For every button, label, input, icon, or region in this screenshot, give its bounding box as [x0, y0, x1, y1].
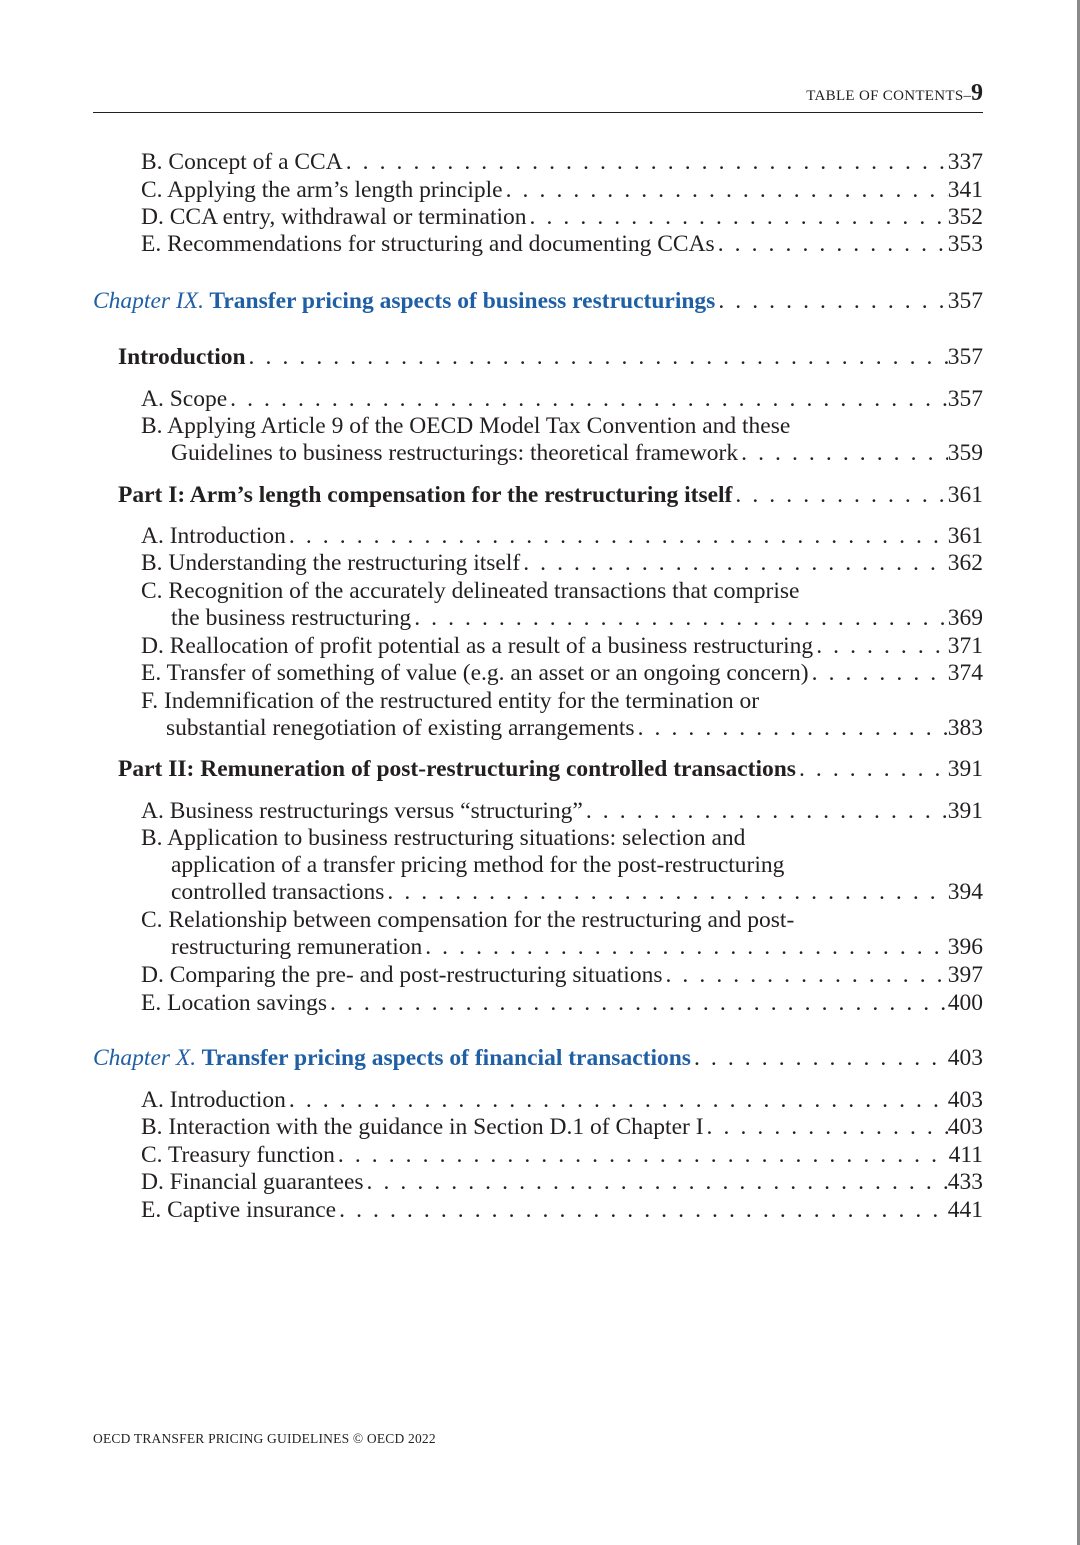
toc-entry-title: E. Captive insurance: [141, 1197, 337, 1223]
toc-entry-title-line-2: restructuring remuneration: [171, 934, 423, 960]
toc-entry-title-line-2: substantial renegotiation of existing arrangements: [166, 715, 635, 741]
dot-leader: [732, 482, 947, 509]
toc-entry-title-line-1: B. Applying Article 9 of the OECD Model Tax Convention and these: [141, 413, 791, 439]
toc-page-number: 396: [947, 934, 983, 960]
toc-entry-title-line-2: the business restructuring: [171, 605, 412, 631]
page-footer: OECD TRANSFER PRICING GUIDELINES © OECD 2022: [93, 1431, 436, 1446]
toc-entry-title: E. Location savings: [141, 990, 328, 1016]
toc-entry-applying-article-9[interactable]: [141, 413, 983, 467]
toc-page-number: 353: [947, 231, 983, 257]
toc-part-i[interactable]: [118, 482, 983, 509]
toc-entry-scope[interactable]: [141, 386, 983, 413]
toc-entry-application[interactable]: [141, 825, 983, 906]
toc-page-number: 411: [948, 1142, 983, 1168]
toc-entry-title: A. Introduction: [141, 523, 286, 549]
toc-page-number: 341: [947, 177, 983, 203]
toc-part-title: Part II: Remuneration of post-restructuring controlled transactions: [118, 756, 796, 782]
toc-entry-title: D. Reallocation of profit potential as a result of a business restructuring: [141, 633, 814, 659]
dot-leader: [335, 1142, 949, 1169]
toc-entry-title: D. Financial guarantees: [141, 1169, 364, 1195]
toc-entry-title-line-3: controlled transactions: [171, 879, 385, 905]
toc-entry-treasury[interactable]: [141, 1142, 983, 1169]
dot-leader: [715, 288, 947, 315]
toc-entry-title: A. Business restructurings versus “structuring”: [141, 798, 583, 824]
toc-page-number: 400: [947, 990, 983, 1016]
toc-entry-cca-concept[interactable]: [141, 149, 983, 176]
dot-leader: [715, 231, 948, 258]
toc-entry-indemnification[interactable]: [141, 688, 983, 742]
toc-entry-understanding[interactable]: [141, 550, 983, 577]
toc-entry-title: B. Interaction with the guidance in Section D.1 of Chapter I: [141, 1114, 704, 1140]
toc-entry-title-line-1: C. Relationship between compensation for the restructuring and post-: [141, 907, 795, 933]
chapter-title: Transfer pricing aspects of financial transactions: [201, 1045, 691, 1071]
dot-leader: [327, 990, 948, 1017]
chapter-number: Chapter IX.: [93, 288, 204, 314]
toc-entry-title: C. Treasury function: [141, 1142, 335, 1168]
toc-entry-cca-entry[interactable]: [141, 204, 983, 231]
toc-page-number: 362: [947, 550, 983, 576]
toc-entry-title: C. Applying the arm’s length principle: [141, 177, 503, 203]
toc-part-introduction[interactable]: [118, 344, 983, 371]
dot-leader: [411, 605, 948, 632]
dot-leader: [662, 962, 947, 989]
toc-entry-business-restructurings-vs-structuring[interactable]: [141, 798, 983, 825]
dot-leader: [813, 633, 948, 660]
toc-page-number: 441: [947, 1197, 983, 1223]
toc-entry-title: D. CCA entry, withdrawal or termination: [141, 204, 527, 230]
dot-leader: [809, 660, 948, 687]
toc-entry-title: B. Concept of a CCA: [141, 149, 343, 175]
toc-page-number: 403: [947, 1045, 983, 1071]
running-header: [93, 80, 983, 113]
toc-chapter-ix[interactable]: [93, 288, 983, 315]
toc-page-number: 337: [947, 149, 983, 175]
toc-page-number: 352: [947, 204, 983, 230]
chapter-heading: [93, 288, 715, 315]
toc-entry-title-line-2: Guidelines to business restructurings: theoretical framework: [171, 440, 739, 466]
toc-chapter-x[interactable]: [93, 1045, 983, 1072]
toc-part-ii[interactable]: [118, 756, 983, 783]
toc-entry-title-line-2: application of a transfer pricing method for the post-restructuring: [171, 852, 785, 878]
toc-entry-transfer-of-value[interactable]: [141, 660, 983, 687]
toc-entry-interaction[interactable]: [141, 1114, 983, 1141]
toc-page-number: 359: [947, 440, 983, 466]
chapter-heading: [93, 1045, 691, 1072]
toc-entry-title: B. Understanding the restructuring itself: [141, 550, 521, 576]
toc-entry-reallocation[interactable]: [141, 633, 983, 660]
toc-entry-title-line-1: F. Indemnification of the restructured entity for the termination or: [141, 688, 760, 714]
toc-entry-title-line-1: C. Recognition of the accurately delineated transactions that comprise: [141, 578, 800, 604]
toc-page-number: 374: [947, 660, 983, 686]
toc-page-number: 369: [947, 605, 983, 631]
dot-leader: [343, 149, 948, 176]
toc-page-number: 403: [947, 1114, 983, 1140]
toc-entry-title: A. Introduction: [141, 1087, 286, 1113]
page-number: 9: [971, 80, 983, 106]
toc-entry-cca-alp[interactable]: [141, 177, 983, 204]
dot-leader: [635, 715, 948, 742]
toc-entry-p1-introduction[interactable]: [141, 523, 983, 550]
toc-page-number: 357: [947, 344, 983, 370]
header-text: [806, 80, 983, 107]
toc-entry-recognition[interactable]: [141, 578, 983, 632]
header-separator: –: [963, 88, 971, 104]
dot-leader: [738, 440, 948, 467]
chapter-title: Transfer pricing aspects of business restructurings: [209, 288, 716, 314]
toc-entry-relationship[interactable]: [141, 907, 983, 961]
toc-page-number: 403: [947, 1087, 983, 1113]
dot-leader: [384, 879, 947, 906]
dot-leader: [503, 177, 948, 204]
toc-page-number: 433: [947, 1169, 983, 1195]
toc-entry-title: E. Transfer of something of value (e.g. an asset or an ongoing concern): [141, 660, 809, 686]
dot-leader: [286, 523, 948, 550]
toc-part-title: Introduction: [118, 344, 246, 370]
toc-entry-ch10-introduction[interactable]: [141, 1087, 983, 1114]
toc-page-number: 391: [947, 798, 983, 824]
dot-leader: [422, 934, 948, 961]
dot-leader: [364, 1169, 948, 1196]
dot-leader: [336, 1197, 948, 1224]
dot-leader: [796, 756, 948, 783]
header-label: TABLE OF CONTENTS: [806, 88, 964, 104]
dot-leader: [520, 550, 948, 577]
dot-leader: [583, 798, 948, 825]
toc-entry-title: D. Comparing the pre- and post-restructuring situations: [141, 962, 663, 988]
dot-leader: [704, 1114, 948, 1141]
toc-page-number: 394: [947, 879, 983, 905]
toc-page-number: 397: [947, 962, 983, 988]
dot-leader: [246, 344, 948, 371]
toc-entry-captive-insurance[interactable]: [141, 1197, 983, 1224]
toc-page-number: 357: [947, 386, 983, 412]
toc-page-number: 371: [947, 633, 983, 659]
dot-leader: [691, 1045, 948, 1072]
toc-entry-title: A. Scope: [141, 386, 228, 412]
toc-entry-title-line-1: B. Application to business restructuring situations: selection and: [141, 825, 746, 851]
dot-leader: [227, 386, 948, 413]
toc-entry-location-savings[interactable]: [141, 990, 983, 1017]
dot-leader: [527, 204, 948, 231]
chapter-number: Chapter X.: [93, 1045, 197, 1071]
toc-page-number: 383: [947, 715, 983, 741]
dot-leader: [286, 1087, 948, 1114]
toc-part-title: Part I: Arm’s length compensation for the restructuring itself: [118, 482, 733, 508]
toc-entry-comparing[interactable]: [141, 962, 983, 989]
toc-page-number: 361: [947, 482, 983, 508]
toc-entry-title: E. Recommendations for structuring and documenting CCAs: [141, 231, 715, 257]
toc-page-number: 361: [947, 523, 983, 549]
toc-entry-cca-recommendations[interactable]: [141, 231, 983, 258]
toc-page-number: 391: [947, 756, 983, 782]
toc-page-number: 357: [947, 288, 983, 314]
toc-entry-guarantees[interactable]: [141, 1169, 983, 1196]
